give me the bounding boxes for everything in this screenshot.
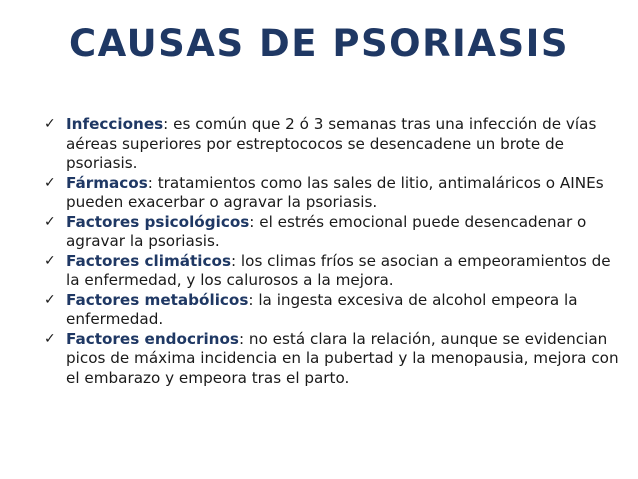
bullet-term: Infecciones (66, 115, 164, 133)
bullet-text: : es común que 2 ó 3 semanas tras una infección de vías aéreas superiores por estreptococos se desencadene un brote de psoriasis. (66, 115, 597, 172)
check-mark-icon: ✓ (44, 330, 56, 347)
list-item (44, 115, 624, 174)
slide-title: CAUSAS DE PSORIASIS (68, 22, 570, 65)
bullet-term: Factores endocrinos (66, 329, 239, 348)
check-mark-icon: ✓ (44, 252, 56, 269)
list-item (44, 291, 624, 330)
bullet-term: Factores metabólicos (66, 290, 249, 309)
list-item (44, 213, 624, 252)
bullet-text: : los climas fríos se asocian a empeoramientos de la enfermedad, y los calurosos a la mejora. (66, 251, 611, 289)
bullet-term: Factores psicológicos (66, 212, 250, 231)
bullet-text: : el estrés emocional puede desencadenar o agravar la psoriasis. (66, 212, 587, 250)
bullet-text: : tratamientos como las sales de litio, antimaláricos o AINEs pueden exacerbar o agravar la psoriasis. (66, 173, 604, 211)
list-item (44, 252, 624, 291)
bullet-term: Factores climáticos (66, 251, 231, 270)
bullet-list (44, 115, 624, 388)
bullet-term: Fármacos (66, 173, 148, 192)
check-mark-icon: ✓ (44, 116, 56, 132)
check-mark-icon: ✓ (44, 174, 56, 191)
bullet-text: : la ingesta excesiva de alcohol empeora la enfermedad. (66, 290, 578, 328)
bullet-text: : no está clara la relación, aunque se evidencian picos de máxima incidencia en la pubertad y la menopausia, mejora con el embarazo y empeora tras el parto. (66, 329, 619, 387)
check-mark-icon: ✓ (44, 291, 56, 308)
list-item (44, 330, 624, 389)
list-item (44, 174, 624, 213)
check-mark-icon: ✓ (44, 213, 56, 230)
